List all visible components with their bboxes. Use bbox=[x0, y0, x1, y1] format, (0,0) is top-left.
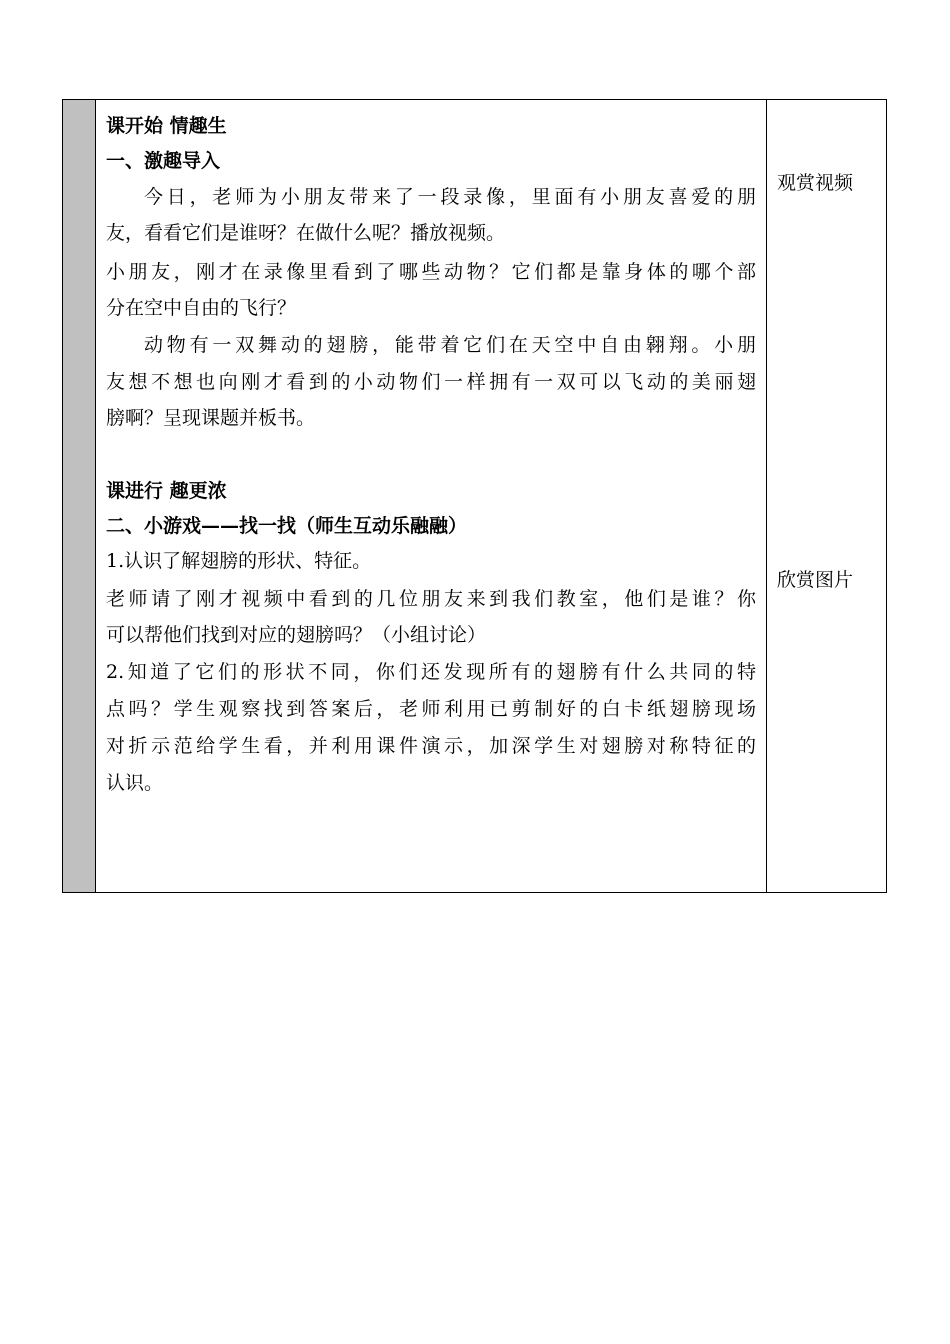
student-activity-column bbox=[767, 100, 886, 892]
section-one-line: 今日，老师为小朋友带来了一段录像，里面有小朋友喜爱的朋 bbox=[144, 186, 756, 208]
section-one-side-note: 观赏视频 bbox=[777, 172, 854, 194]
section-two-subheading: 二、小游戏——找一找（师生互动乐融融） bbox=[106, 515, 468, 537]
section-two-line: 2.知道了它们的形状不同，你们还发现所有的翅膀有什么共同的特 bbox=[106, 661, 756, 683]
section-one-subheading: 一、激趣导入 bbox=[106, 150, 221, 172]
teaching-process-column bbox=[96, 100, 767, 892]
section-two-line: 可以帮他们找到对应的翅膀吗？（小组讨论） bbox=[106, 624, 487, 646]
section-two-line: 认识。 bbox=[106, 772, 164, 794]
gray-margin-column bbox=[63, 100, 96, 892]
section-two-heading: 课进行 趣更浓 bbox=[106, 480, 227, 502]
section-two-line: 点吗？学生观察找到答案后，老师利用已剪制好的白卡纸翅膀现场 bbox=[106, 698, 756, 720]
lesson-plan-table bbox=[62, 99, 887, 893]
section-one-heading: 课开始 情趣生 bbox=[106, 115, 227, 137]
section-one-line: 小朋友，刚才在录像里看到了哪些动物？它们都是靠身体的哪个部 bbox=[106, 261, 756, 283]
section-two-line: 老师请了刚才视频中看到的几位朋友来到我们教室，他们是谁？你 bbox=[106, 588, 756, 610]
section-two-side-note: 欣赏图片 bbox=[777, 569, 854, 591]
section-one-line: 友，看看它们是谁呀？在做什么呢？播放视频。 bbox=[106, 222, 506, 244]
section-one-line: 膀啊？呈现课题并板书。 bbox=[106, 407, 316, 429]
section-two-line: 对折示范给学生看，并利用课件演示，加深学生对翅膀对称特征的 bbox=[106, 735, 756, 757]
section-one-line: 友想不想也向刚才看到的小动物们一样拥有一双可以飞动的美丽翅 bbox=[106, 371, 756, 393]
section-two-line: 1.认识了解翅膀的形状、特征。 bbox=[106, 550, 372, 572]
section-one-line: 分在空中自由的飞行？ bbox=[106, 297, 297, 319]
section-one-line: 动物有一双舞动的翅膀，能带着它们在天空中自由翱翔。小朋 bbox=[144, 334, 756, 356]
